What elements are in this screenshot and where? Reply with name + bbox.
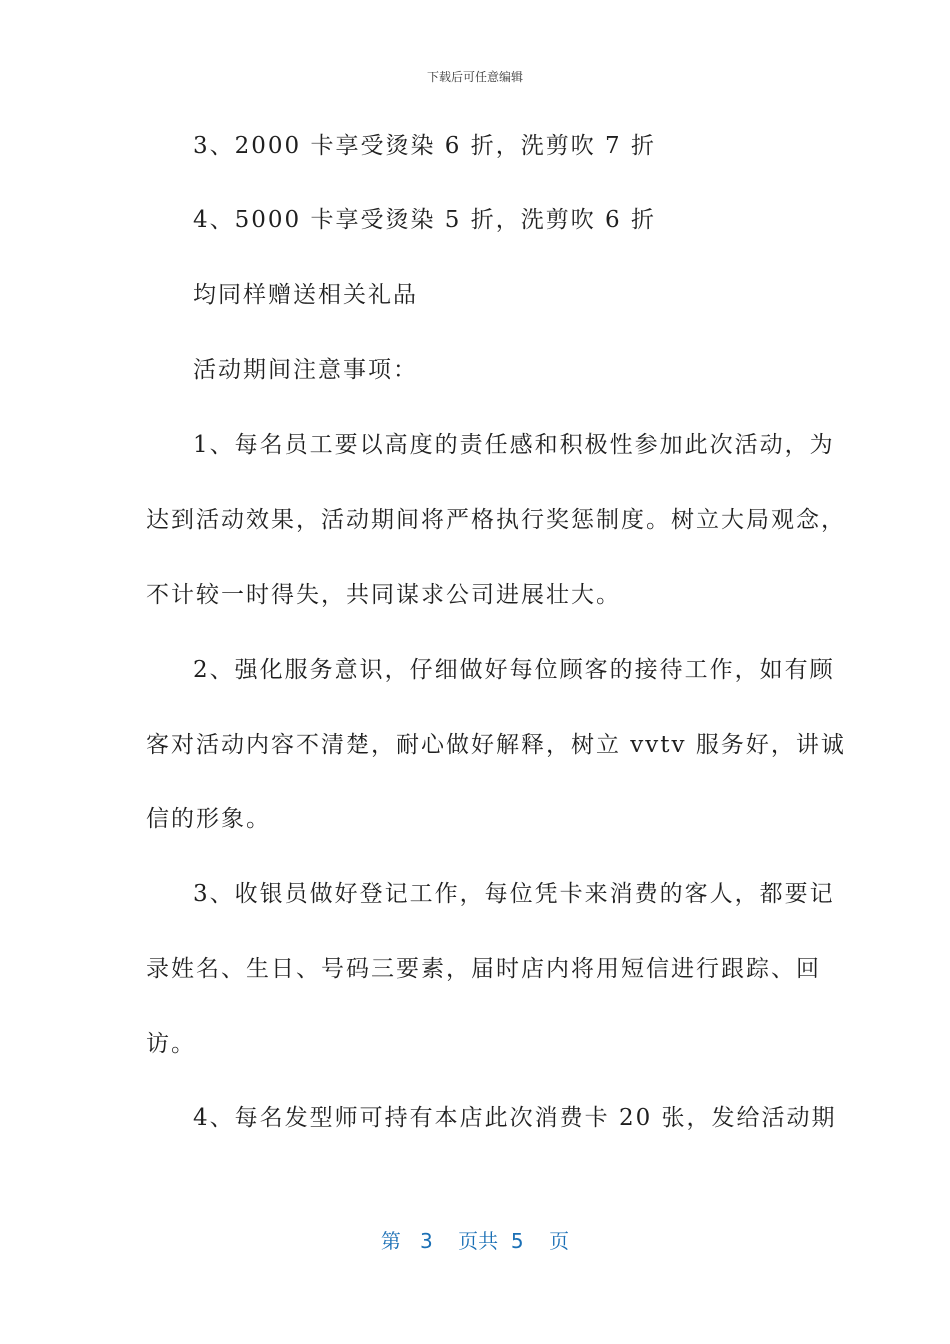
paragraph-line: 1、每名员工要以高度的责任感和积极性参加此次活动，为 bbox=[193, 432, 835, 458]
paragraph-line: 不计较一时得失，共同谋求公司进展壮大。 bbox=[146, 582, 621, 608]
paragraph-line: 客对活动内容不清楚，耐心做好解释，树立 vvtv 服务好，讲诚 bbox=[146, 732, 846, 758]
paragraph-line: 达到活动效果，活动期间将严格执行奖惩制度。树立大局观念， bbox=[146, 507, 846, 533]
paragraph-line: 录姓名、生日、号码三要素，届时店内将用短信进行跟踪、回 bbox=[146, 956, 821, 982]
paragraph-line: 3、收银员做好登记工作，每位凭卡来消费的客人，都要记 bbox=[193, 881, 835, 907]
page-footer bbox=[0, 1225, 950, 1254]
paragraph-line: 访。 bbox=[146, 1031, 196, 1057]
paragraph-line: 4、每名发型师可持有本店此次消费卡 20 张，发给活动期 bbox=[193, 1105, 837, 1131]
paragraph-line: 2、强化服务意识，仔细做好每位顾客的接待工作，如有顾 bbox=[193, 657, 835, 683]
paragraph-line: 信的形象。 bbox=[146, 806, 271, 832]
paragraph-line: 4、5000 卡享受烫染 5 折，洗剪吹 6 折 bbox=[193, 207, 656, 233]
paragraph-line: 均同样赠送相关礼品 bbox=[193, 282, 418, 308]
footer-prefix: 第 bbox=[380, 1229, 401, 1253]
total-pages-number: 5 bbox=[510, 1229, 524, 1253]
paragraph-line: 3、2000 卡享受烫染 6 折，洗剪吹 7 折 bbox=[193, 133, 656, 159]
footer-suffix: 页 bbox=[549, 1229, 570, 1253]
section-heading: 活动期间注意事项： bbox=[193, 357, 418, 383]
current-page-number: 3 bbox=[420, 1229, 433, 1253]
footer-middle: 页共 bbox=[458, 1229, 499, 1253]
page-header: 下载后可任意编辑 bbox=[426, 70, 523, 84]
